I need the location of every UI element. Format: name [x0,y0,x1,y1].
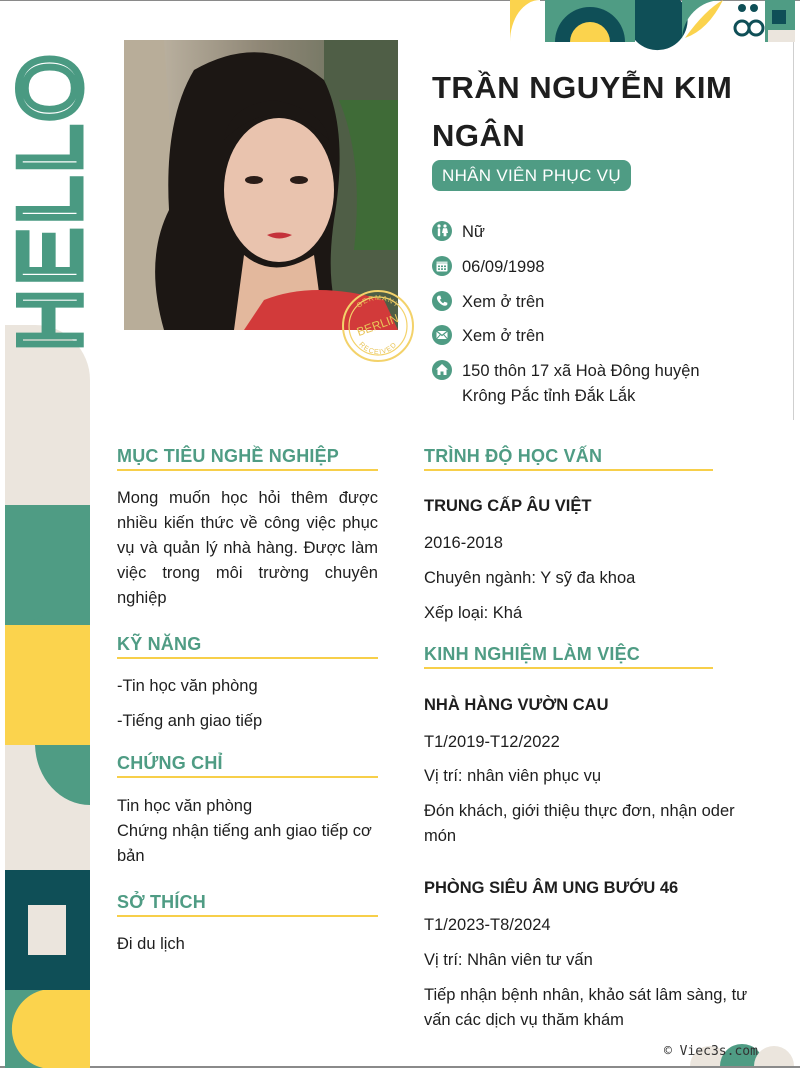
page-border-right [793,40,794,420]
calendar-icon [432,256,452,276]
hobbies-text: Đi du lịch [117,935,185,953]
berlin-stamp [340,288,416,364]
certificate-item: Chứng nhận tiếng anh giao tiếp cơ bản [117,822,372,865]
job-position: Vị trí: nhân viên phục vụ [424,767,602,785]
candidate-name: TRẦN NGUYỄN KIM NGÂN [432,70,733,153]
skill-item: -Tin học văn phòng [117,677,258,695]
hobbies-title: SỞ THÍCH [117,892,206,912]
certificate-item: Tin học văn phòng [117,797,253,815]
objective-text: Mong muốn học hỏi thêm được nhiều kiến thức về công việc phục vụ và quản lý nhà hàng. Được làm việc trong môi trường chuyên nghiệp [117,489,378,607]
education-grade: Xếp loại: Khá [424,604,523,622]
email-icon [432,325,452,345]
education-title: TRÌNH ĐỘ HỌC VẤN [424,446,603,466]
phone-value: Xem ở trên [462,293,545,311]
svg-text:GERMANY: GERMANY [355,294,401,310]
education-school: TRUNG CẤP ÂU VIỆT [424,497,592,515]
job-position: Vị trí: Nhân viên tư vấn [424,951,593,969]
home-icon [432,360,452,380]
job-period: T1/2023-T8/2024 [424,916,551,934]
hobbies-underline [117,915,378,917]
contact-address [432,359,732,409]
top-decoration [510,0,795,42]
objective-underline [117,469,378,471]
education-major: Chuyên ngành: Y sỹ đa khoa [424,569,636,587]
dob-value: 06/09/1998 [462,258,545,276]
contact-gender [432,220,732,245]
job-description: Đón khách, giới thiệu thực đơn, nhận oder món [424,802,735,845]
job-period: T1/2019-T12/2022 [424,733,560,751]
address-value: 150 thôn 17 xã Hoà Đông huyện Krông Pắc tỉnh Đắk Lắk [462,362,700,405]
svg-text:BERLIN: BERLIN [354,311,401,340]
skills-underline [117,657,378,659]
contact-phone [432,290,732,315]
profile-photo [124,40,398,330]
watermark: © Viec3s.com [664,1044,758,1059]
experience-title: KINH NGHIỆM LÀM VIỆC [424,644,641,664]
certificates-underline [117,776,378,778]
job-company: PHÒNG SIÊU ÂM UNG BƯỚU 46 [424,879,679,897]
job-company: NHÀ HÀNG VƯỜN CAU [424,696,609,714]
gender-icon [432,221,452,241]
education-underline [424,469,713,471]
email-value: Xem ở trên [462,327,545,345]
certificates-title: CHỨNG CHỈ [117,753,223,773]
gender-value: Nữ [462,223,485,241]
left-decoration [5,325,90,1068]
role-badge: NHÂN VIÊN PHỤC VỤ [432,160,631,191]
objective-title: MỤC TIÊU NGHỀ NGHIỆP [117,446,340,466]
hello-text [0,42,99,354]
experience-underline [424,667,713,669]
skills-title: KỸ NĂNG [117,634,202,654]
svg-text:RECEIVED: RECEIVED [357,341,399,357]
contact-dob [432,255,732,280]
svg-text:HELLO: HELLO [0,42,99,351]
contact-email [432,324,732,349]
education-period: 2016-2018 [424,534,503,552]
skill-item: -Tiếng anh giao tiếp [117,712,263,730]
job-description: Tiếp nhận bệnh nhân, khảo sát lâm sàng, tư vấn các dịch vụ thăm khám [424,986,748,1029]
phone-icon [432,291,452,311]
